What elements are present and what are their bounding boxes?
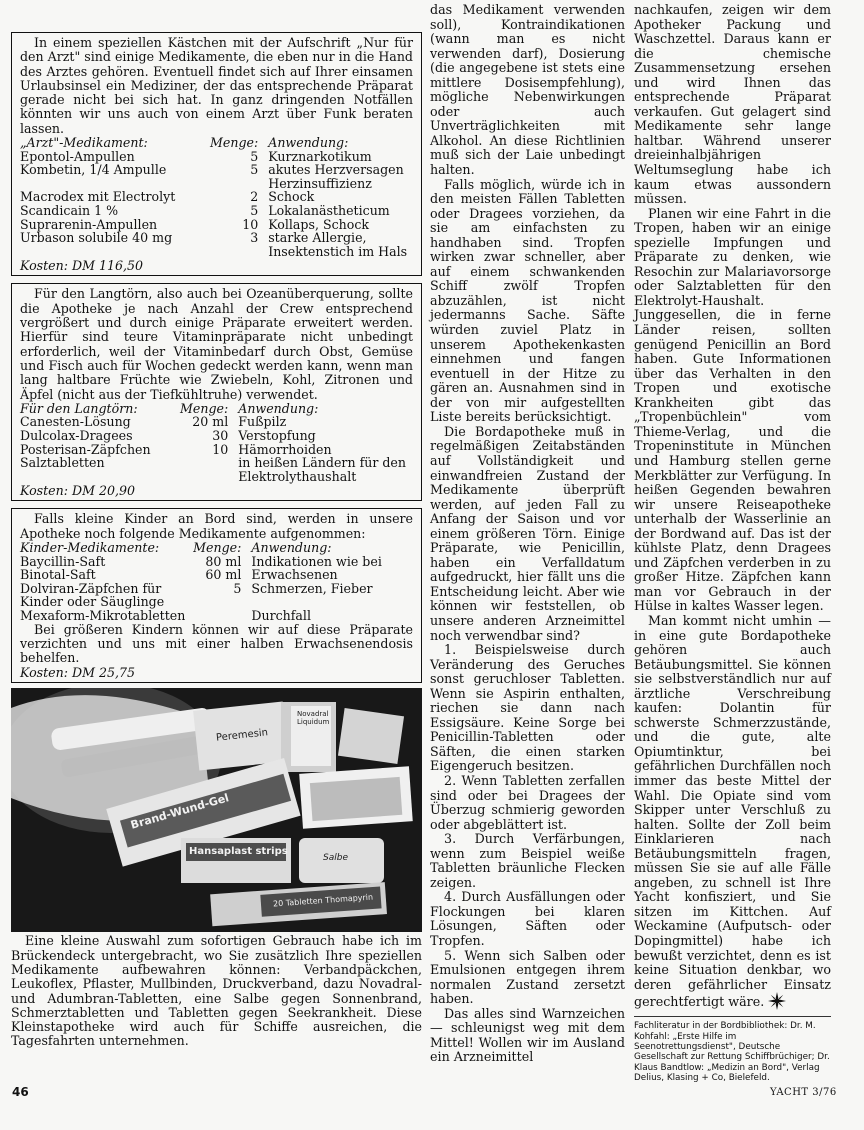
medicine-kit-photo (11, 688, 422, 932)
medication-use: Lokalanästheticum (268, 203, 390, 219)
doctor-box-intro: In einem speziellen Kästchen mit der Aufschrift „Nur für den Arzt" sind einige Medikamente, die eben nur in die Hand des Arztes gehören. Eventuell findet sich auf Ihrer einsamen Urlaubsinsel ein Mediziner, der das entsprechende Präparat gerade nicht bei sich hat. In ganz dringenden Notfällen könnten wir uns auch von einem Arzt über Funk beraten lassen. (20, 35, 413, 136)
paragraph (634, 614, 831, 1010)
middle-column (430, 3, 625, 1065)
longtrip-box-intro: Für den Langtörn, also auch bei Ozeanüberquerung, sollte die Apotheke je nach Anzahl der Crew entsprechend vergrößert und durch einige Präparate erweitert werden. Hierfür sind teure Vitaminpräparate nicht unbedingt erforderlich, weil der Vitaminbedarf durch Obst, Gemüse und Fisch auch für Wochen gedeckt werden kann, wenn man lang haltbare Früchte wie Zwiebeln, Kohl, Zitronen und Äpfel (nicht aus der Tiefkühltruhe) verwendet. (20, 286, 413, 402)
column-header: Anwendung: (238, 400, 319, 416)
paragraph: 2. Wenn Tabletten zerfallen sind oder bei Dragees der Überzug schmierig geworden oder abgeblättert ist. (430, 772, 625, 832)
photo-label-salbe: Salbe (323, 853, 348, 864)
table-row (20, 231, 413, 258)
paragraph: 1. Beispielsweise durch Veränderung des Geruches sonst geruchloser Tabletten. Wenn sie Aspirin enthalten, riechen sie dann nach Essigsäure. Keine Sorge bei Penicillin-Tabletten oder Säften, die einen starken Eigengeruch besitzen. (430, 642, 625, 774)
photo-caption: Eine kleine Auswahl zum sofortigen Gebrauch habe ich im Brückendeck untergebracht, wo Sie zusätzlich Ihre speziellen Medikamente aufbewahren können: Verbandpäckchen, Leukoflex, Pflaster, Mullbinden, Druckverband, dazu Novadral- und Adumbran-Tabletten, eine Salbe gegen Sonnenbrand, Schmerztabletten und Tabletten gegen Seekrankheit. Diese Kleinstapotheke wird auch für Schiffe ausreichen, die Tagesfahrten unternehmen. (11, 933, 422, 1049)
medication-quantity (180, 456, 238, 483)
table-row (20, 456, 413, 483)
table-row (20, 150, 413, 164)
medication-use: in heißen Ländern für den Elektrolythaushalt (238, 455, 406, 484)
column-header: Menge: (210, 135, 259, 151)
paragraph: 4. Durch Ausfällungen oder Flockungen bei klaren Lösungen, Säften oder Tropfen. (430, 889, 625, 948)
page-number: 46 (12, 1085, 29, 1099)
left-column (11, 0, 422, 1061)
medication-name: Binotal-Saft (20, 567, 96, 583)
medication-use: akutes Herzversagen Herzinsuffizienz (268, 162, 404, 191)
medication-use: Schock (268, 189, 315, 205)
medication-name: Salztabletten (20, 455, 105, 471)
photo-label-peremesin: Peremesin (215, 727, 269, 745)
table-header (20, 541, 413, 555)
medication-name: Suprarenin-Ampullen (20, 216, 158, 232)
column-header: „Arzt"-Medikament: (20, 135, 148, 151)
photo-label-novadral: Novadral Liquidum (297, 710, 330, 727)
medication-use: Erwachsenen (251, 567, 338, 583)
table-row (20, 218, 413, 232)
photo-label-brand-wund-gel: Brand-Wund-Gel (129, 791, 231, 833)
column-header: Menge: (193, 539, 242, 555)
medication-use: Fußpilz (238, 414, 287, 430)
children-box-intro: Falls kleine Kinder an Bord sind, werden in unsere Apotheke noch folgende Medikamente aufgenommen: (20, 511, 413, 541)
medication-quantity: 5 (250, 203, 259, 219)
longtrip-medication-box (11, 283, 422, 501)
medication-use: Verstopfung (238, 427, 316, 443)
medication-name: Urbason solubile 40 mg (20, 230, 173, 246)
medication-name: Macrodex mit Electrolyt (20, 189, 176, 205)
table-row (20, 163, 413, 190)
medication-quantity: 10 (212, 441, 229, 457)
paragraph: Falls möglich, würde ich in den meisten Fällen Tabletten oder Dragees vorziehen, da sie am einfachsten zu handhaben sind. Tropfen wirken zwar schneller, aber auf einem schwankenden Schiff zwölf Tropfen abzuzählen, ist nicht jedermanns Sache. Säfte würden zuviel Platz in unserem Apothekenkasten einnehmen und fangen eventuell in der Hitze zu gären an. Ausnahmen sind in der von mir aufgestellten Liste bereits berücksichtigt. (430, 176, 625, 425)
medication-quantity: 5 (250, 162, 259, 178)
medication-quantity: 5 (250, 148, 259, 164)
medication-quantity: 60 ml (205, 567, 242, 583)
cost-label: Kosten: DM 25,75 (20, 665, 136, 681)
table-row (20, 568, 413, 582)
paragraph: 3. Durch Verfärbungen, wenn zum Beispiel weiße Tabletten bräunliche Flecken zeigen. (430, 831, 625, 890)
reference-note: Fachliteratur in der Bordbibliothek: Dr. M. Kohfahl: „Erste Hilfe im Seenotrettungsdienst", Deutsche Gesellschaft zur Rettung Schiffbrüchiger; Dr. Klaus Bandtlow: „Medizin an Bord", Verlag Delius, Klasing + Co, Bielefeld. (634, 1016, 831, 1083)
medication-use: Indikationen wie bei (251, 553, 382, 569)
photo-label-thomapyrin: 20 Tabletten Thomapyrin (272, 892, 374, 909)
paragraph-text: Man kommt nicht umhin — in eine gute Bordapotheke gehören auch Betäubungsmittel. Sie können sie selbstverständlich nur auf ärztliche Verschreibung kaufen: Dolantin für schwerste Schmerzzustände, und die gute, alte Opiumtinktur, bei gefährlichen Durchfällen noch immer das beste Mittel der Wahl. Die Opiate sind vom Skipper unter Verschluß zu halten. Sollte der Zoll beim Einklarieren nach Betäubungsmitteln fragen, müssen Sie sie auf alle Fälle angeben, zu schnell ist Ihre Yacht konfisziert, und Sie sitzen im Kittchen. Auf Weckamine (Aufputsch- oder Dopingmittel) habe ich bewußt verzichtet, denn es ist keine Situation denkbar, wo deren gefährlicher Einsatz gerechtfertigt wäre. (634, 612, 831, 1010)
table-row (20, 204, 413, 218)
column-header: Menge: (180, 400, 229, 416)
medication-quantity: 80 ml (205, 553, 242, 569)
medication-name: Canesten-Lösung (20, 414, 131, 430)
medication-use: Hämorrhoiden (238, 441, 332, 457)
table-row (20, 415, 413, 429)
medication-name: Mexaform-Mikrotabletten (20, 607, 186, 623)
medication-quantity: 10 (242, 216, 259, 232)
photo-label-hansaplast: Hansaplast strips (189, 846, 288, 858)
paragraph: 5. Wenn sich Salben oder Emulsionen entgegen ihrem normalen Zustand zersetzt haben. (430, 947, 625, 1007)
table-row (20, 609, 413, 623)
table-row (20, 429, 413, 443)
column-header: Kinder-Medikamente: (20, 539, 160, 555)
paragraph: Das alles sind Warnzeichen — schleunigst weg mit dem Mittel! Wollen wir im Ausland ein Arzneimittel (430, 1005, 625, 1065)
medication-name: Posterisan-Zäpfchen (20, 441, 151, 457)
table-row (20, 443, 413, 457)
medication-quantity: 20 ml (192, 414, 229, 430)
table-row (20, 582, 413, 609)
medication-use: starke Allergie, Insektenstich im Hals (268, 230, 408, 259)
table-row (20, 555, 413, 569)
medication-use: Durchfall (251, 607, 311, 623)
column-header: Für den Langtörn: (20, 400, 138, 416)
longtrip-medication-table (20, 402, 413, 484)
doctor-medication-box (11, 32, 422, 276)
doctor-medication-table (20, 136, 413, 258)
medication-name: Dulcolax-Dragees (20, 427, 133, 443)
medication-quantity: 2 (250, 189, 259, 205)
medication-use: Kollaps, Schock (268, 216, 370, 232)
table-header (20, 402, 413, 416)
paragraph: das Medikament verwenden soll), Kontraindikationen (wann man es nicht verwenden darf), Dosierung (die angegebene ist stets eine mittlere Dosisempfehlung), mögliche Nebenwirkungen oder auch Unverträglichkeiten mit Alkohol. An diese Richtlinien muß sich der Laie unbedingt halten. (430, 2, 625, 178)
cost-label: Kosten: DM 116,50 (20, 258, 144, 274)
medication-name: Kombetin, 1/4 Ampulle (20, 162, 167, 178)
medication-quantity: 3 (250, 230, 259, 246)
children-box-outro: Bei größeren Kindern können wir auf diese Präparate verzichten und uns mit einer halben Erwachsenendosis behelfen. (20, 621, 413, 666)
magazine-issue: YACHT 3/76 (770, 1087, 837, 1098)
column-header: Anwendung: (268, 135, 349, 151)
medication-quantity: 5 (233, 580, 242, 596)
table-header (20, 136, 413, 150)
end-mark-icon (768, 992, 786, 1010)
medication-name: Scandicain 1 % (20, 203, 119, 219)
children-medication-box (11, 508, 422, 683)
paragraph: Planen wir eine Fahrt in die Tropen, haben wir an einige spezielle Impfungen und Präparate zu denken, wie Resochin zur Malariavorsorge oder Salztabletten für den Elektrolyt-Haushalt. Junggesellen, die in ferne Länder reisen, sollten genügend Penicillin an Bord haben. Gute Informationen über das Verhalten in den Tropen und exotische Krankheiten gibt das „Tropenbüchlein" vom Thieme-Verlag, und die Tropeninstitute in München und Hamburg stellen gerne Merkblätter zur Verfügung. In heißen Gegenden bewahren wir unsere Reiseapotheke unterhalb der Wasserlinie an der Bordwand auf. Das ist der kühlste Platz, denn Dragees und Zäpfchen verderben in zu großer Hitze. Zäpfchen kann man vor Gebrauch in der Hülse in kaltes Wasser legen. (634, 205, 831, 614)
medication-use: Schmerzen, Fieber (251, 580, 373, 596)
column-header: Anwendung: (251, 539, 332, 555)
children-medication-table (20, 541, 413, 623)
medication-name: Dolviran-Zäpfchen für Kinder oder Säuglinge (20, 580, 165, 610)
table-row (20, 190, 413, 204)
medication-use: Kurznarkotikum (268, 148, 372, 164)
paragraph: nachkaufen, zeigen wir dem Apotheker Packung und Waschzettel. Daraus kann er die chemische Zusammensetzung ersehen und wird Ihnen das entsprechende Präparat verkaufen. Gut gelagert sind Medikamente sehr lange haltbar. Während unserer dreieinhalbjährigen Weltumseglung habe ich kaum etwas aussondern müssen. (634, 2, 831, 207)
medication-name: Baycillin-Saft (20, 553, 106, 569)
cost-label: Kosten: DM 20,90 (20, 483, 136, 499)
paragraph: Die Bordapotheke muß in regelmäßigen Zeitabständen auf Vollständigkeit und einwandfreien Zustand der Medikamente überprüft werden, auf jeden Fall zu Anfang der Saison und vor einem größeren Törn. Einige Präparate, wie Penicillin, haben ein Verfalldatum aufgedruckt, hier fällt uns die Entscheidung leicht. Aber wie können wir feststellen, ob unsere anderen Arzneimittel noch verwendbar sind? (430, 423, 625, 643)
medication-name: Epontol-Ampullen (20, 148, 135, 164)
medication-quantity: 30 (212, 427, 229, 443)
right-column (634, 3, 831, 1084)
medication-quantity (185, 609, 251, 623)
